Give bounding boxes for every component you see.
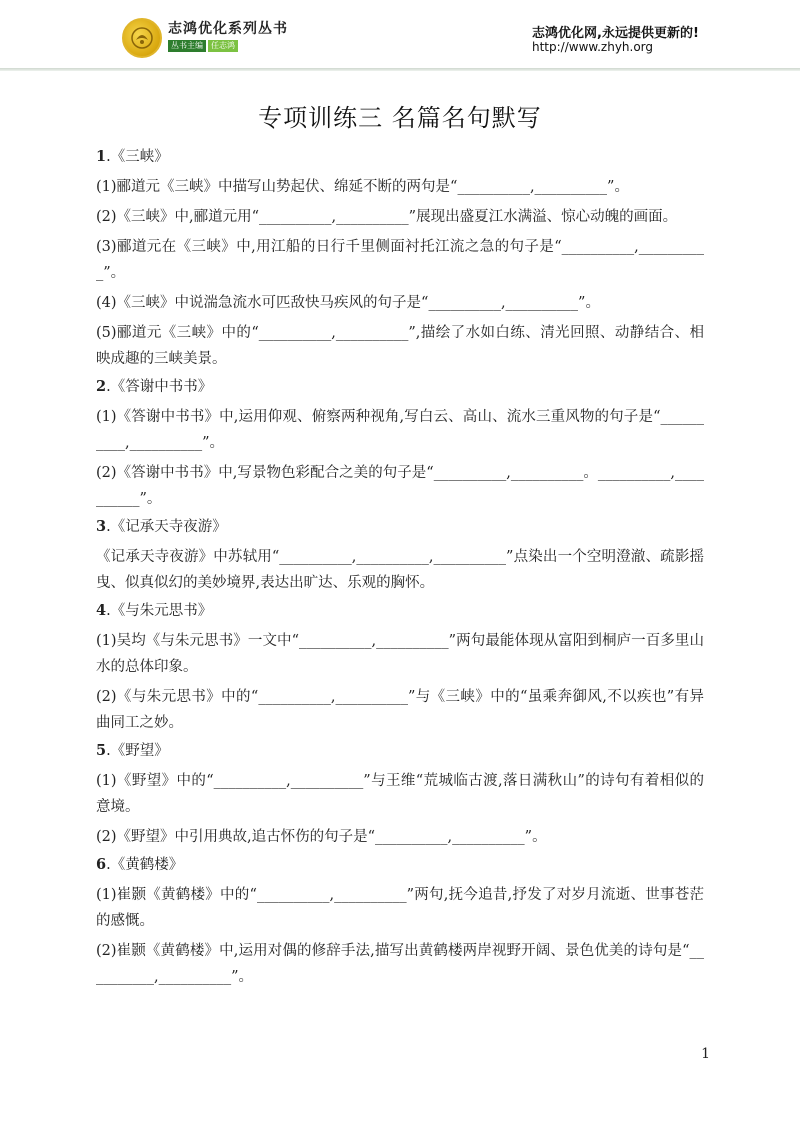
editor-label: 丛书主编 (168, 40, 206, 52)
series-logo-icon (122, 18, 162, 58)
exercise-body (96, 142, 704, 990)
series-title: 志鸿优化系列丛书 (168, 21, 288, 37)
section-1 (96, 144, 704, 372)
section-name: .《与朱元思书》 (106, 603, 213, 619)
section-name: .《野望》 (106, 743, 169, 759)
section-number: 3 (96, 518, 107, 535)
question-item: (1)《野望》中的“__________,__________”与王维“荒城临古渡,落日满秋山”的诗句有着相似的意境。 (96, 773, 704, 815)
page-header (0, 0, 800, 72)
question-item: (2)崔颢《黄鹤楼》中,运用对偶的修辞手法,描写出黄鹤楼两岸视野开阔、景色优美的诗句是“__________,__________”。 (96, 943, 704, 985)
section-name: .《黄鹤楼》 (106, 857, 184, 873)
section-number: 6 (96, 856, 107, 873)
question-item: (2)《三峡》中,郦道元用“__________,__________”展现出盛夏江水满溢、惊心动魄的画面。 (96, 209, 678, 225)
question-item: (4)《三峡》中说湍急流水可匹敌快马疾风的句子是“__________,__________”。 (96, 295, 600, 311)
question-item: (2)《答谢中书书》中,写景物色彩配合之美的句子是“__________,__________。__________,__________”。 (96, 465, 704, 507)
editor-credit (168, 40, 238, 52)
question-item: (2)《与朱元思书》中的“__________,__________”与《三峡》中的“虽乘奔御风,不以疾也”有异曲同工之妙。 (96, 689, 704, 731)
question-item: (1)崔颢《黄鹤楼》中的“__________,__________”两句,抚今追昔,抒发了对岁月流逝、世事苍茫的感慨。 (96, 887, 704, 929)
question-item: 《记承天寺夜游》中苏轼用“__________,__________,__________”点染出一个空明澄澈、疏影摇曳、似真似幻的美妙境界,表达出旷达、乐观的胸怀。 (96, 549, 704, 591)
section-heading (96, 374, 704, 400)
section-heading (96, 738, 704, 764)
section-5 (96, 738, 704, 850)
section-3 (96, 514, 704, 596)
section-number: 2 (96, 378, 107, 395)
section-name: .《三峡》 (106, 149, 169, 165)
section-number: 1 (96, 148, 107, 165)
section-4 (96, 598, 704, 736)
question-item: (2)《野望》中引用典故,追古怀伤的句子是“__________,__________”。 (96, 829, 547, 845)
section-heading (96, 852, 704, 878)
question-item: (3)郦道元在《三峡》中,用江船的日行千里侧面衬托江流之急的句子是“__________,__________”。 (96, 239, 704, 281)
site-url: http://www.zhyh.org (532, 40, 654, 54)
section-6 (96, 852, 704, 990)
section-heading (96, 144, 704, 170)
section-heading (96, 514, 704, 540)
page-number: 1 (701, 1046, 710, 1062)
header-divider (0, 68, 800, 71)
section-number: 5 (96, 742, 107, 759)
page-title: 专项训练三 名篇名句默写 (258, 104, 542, 132)
section-heading (96, 598, 704, 624)
site-slogan: 志鸿优化网,永远提供更新的! (532, 26, 699, 41)
question-item: (1)郦道元《三峡》中描写山势起伏、绵延不断的两句是“__________,__________”。 (96, 179, 629, 195)
section-name: .《记承天寺夜游》 (106, 519, 227, 535)
section-2 (96, 374, 704, 512)
editor-name: 任志鸿 (208, 40, 238, 52)
question-item: (1)《答谢中书书》中,运用仰观、俯察两种视角,写白云、高山、流水三重风物的句子是“__________,__________”。 (96, 409, 704, 451)
question-item: (5)郦道元《三峡》中的“__________,__________”,描绘了水如白练、清光回照、动静结合、相映成趣的三峡美景。 (96, 325, 704, 367)
question-item: (1)吴均《与朱元思书》一文中“__________,__________”两句最能体现从富阳到桐庐一百多里山水的总体印象。 (96, 633, 704, 675)
section-number: 4 (96, 602, 107, 619)
section-name: .《答谢中书书》 (106, 379, 213, 395)
